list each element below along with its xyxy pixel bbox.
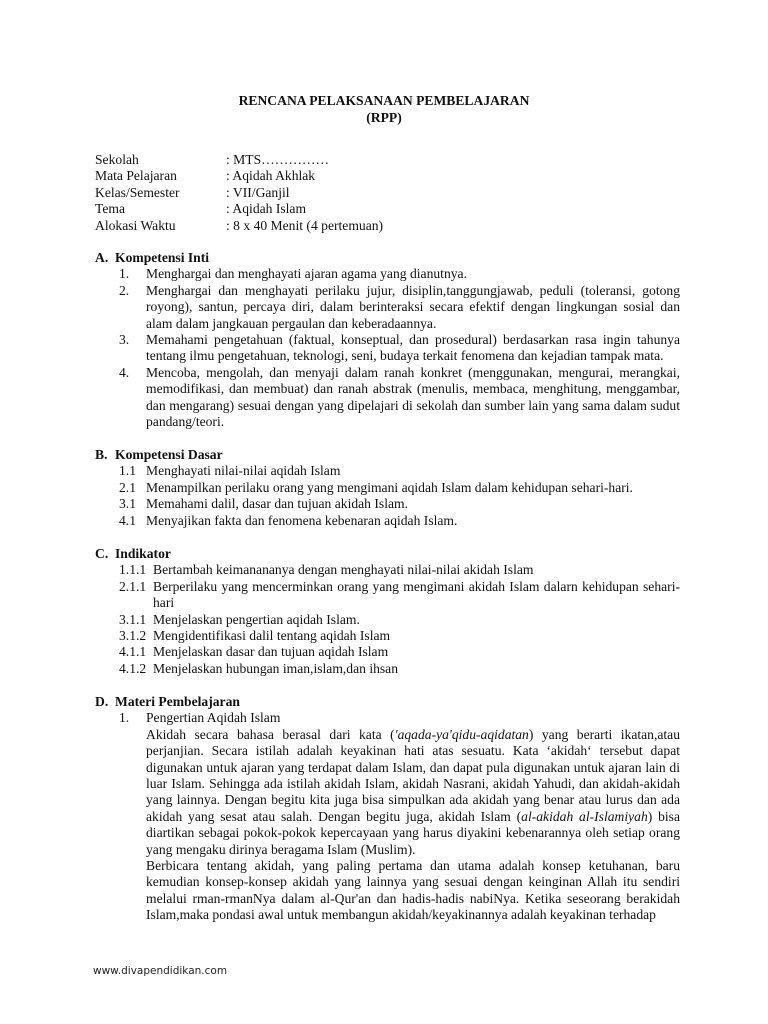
identity-value: : MTS…………… (226, 152, 330, 167)
section-indikator (95, 546, 680, 677)
list-item: 1.1.1 Bertambah keimanananya dengan menghayati nilai-nilai akidah Islam (119, 562, 534, 578)
list-item: 3.1.1 Menjelaskan pengertian aqidah Islam. (119, 611, 360, 627)
list-item: 1. Menghargai dan menghayati ajaran agama yang dianutnya. (119, 266, 467, 282)
identity-value: : Aqidah Islam (226, 201, 307, 217)
identity-label: Mata Pelajaran (95, 168, 177, 184)
identity-label: Tema (95, 201, 125, 217)
section-heading: D. Materi Pembelajaran (95, 694, 240, 709)
identity-label: Alokasi Waktu (95, 217, 176, 233)
italic-term: 'aqada-ya'qidu-aqidatan (394, 726, 529, 742)
identity-value: : Aqidah Akhlak (226, 168, 316, 184)
list-item: 4.1.1 Menjelaskan dasar dan tujuan aqidah Islam (119, 644, 389, 660)
paragraph: Berbicara tentang akidah, yang paling pertama dan utama adalah konsep ketuhanan, baru kemudian konsep-konsep akidah yang lainnya yang sesuai dengan keinginan Allah itu sendiri melalui rman-rmanNya dalam al-Qur'an dan hadis-hadis nabiNya. Ketika seseorang berakidah Islam,maka pondasi awal untuk membangun akidah/keyakinannya adalah keyakinan terhadap (146, 858, 680, 923)
footer-url: www.divapendidikan.com (93, 965, 228, 977)
list-item: 2.1.1 Berperilaku yang mencerminkan orang yang mengimani akidah Islam dalarn kehidupan sehari-hari (119, 578, 680, 611)
identity-label: Sekolah (95, 152, 139, 167)
list-item: 2.1 Menampilkan perilaku orang yang mengimani aqidah Islam dalam kehidupan sehari-hari. (119, 479, 633, 495)
section-kompetensi-dasar (95, 447, 680, 529)
list-item: 3. Memahami pengetahuan (faktual, konseptual, dan prosedural) berdasarkan rasa ingin tahunya tentang ilmu pengetahuan, teknologi, seni, budaya terkait fenomena dan kejadian tampak mata. (119, 332, 680, 364)
identity-value: : 8 x 40 Menit (4 pertemuan) (226, 217, 384, 233)
identity-label: Kelas/Semester (95, 184, 180, 200)
list-item: 3.1 Memahami dalil, dasar dan tujuan akidah Islam. (119, 496, 408, 512)
document-subtitle: (RPP) (366, 110, 402, 125)
italic-term: al-akidah al-Islamiyah (521, 808, 648, 824)
subsection-title: 1. Pengertian Aqidah Islam (119, 710, 281, 726)
document-title: RENCANA PELAKSANAAN PEMBELAJARAN (238, 93, 530, 108)
section-heading: C. Indikator (95, 546, 171, 561)
section-heading: B. Kompetensi Dasar (95, 447, 223, 462)
list-item: 4.1.2 Menjelaskan hubungan iman,islam,dan ihsan (119, 660, 399, 676)
paragraph: Akidah secara bahasa berasal dari kata ('aqada-ya'qidu-aqidatan) yang berarti ikatan,atau perjanjian. Secara istilah adalah keyakinan hati atas sesuatu. Kata ‘akidah‘ tersebut dapat digunakan untuk ajaran yang terdapat dalam Islam, dan dapat pula digunakan untuk ajaran lain di luar Islam. Sehingga ada istilah akidah Islam, akidah Nasrani, akidah Yahudi, dan akidah-akidah yang lainnya. Dengan begitu kita juga bisa simpulkan ada akidah yang benar atau lurus dan ada akidah yang sesat atau salah. Dengan begitu juga, akidah Islam (al-akidah al-Islamiyah) bisa diartikan sebagai pokok-pokok kepercayaan yang harus diyakini kebenarannya oleh setiap orang yang mengaku dirinya beragama Islam (Muslim). (146, 726, 680, 857)
list-item: 1.1 Menghayati nilai-nilai aqidah Islam (119, 463, 341, 479)
list-item: 4. Mencoba, mengolah, dan menyaji dalam ranah konkret (menggunakan, mengurai, merangkai, memodifikasi, dan membuat) dan ranah abstrak (menulis, membaca, menghitung, menggambar, dan mengarang) sesuai dengan yang dipelajari di sekolah dan sumber lain yang sama dalam sudut pandang/teori. (119, 364, 680, 430)
list-item: 2. Menghargai dan menghayati perilaku jujur, disiplin,tanggungjawab, peduli (toleransi, gotong royong), santun, percaya diri, dalam berinteraksi secara efektif dengan lingkungan sosial dan alam dalam jangkauan pergaulan dan keberadaannya. (119, 282, 680, 331)
section-heading: A. Kompetensi Inti (95, 250, 210, 265)
section-kompetensi-inti (95, 250, 680, 430)
identity-value: : VII/Ganjil (226, 184, 290, 200)
list-item: 4.1 Menyajikan fakta dan fenomena kebenaran aqidah Islam. (119, 512, 458, 528)
list-item: 3.1.2 Mengidentifikasi dalil tentang aqidah Islam (119, 628, 391, 644)
section-materi (95, 694, 680, 924)
